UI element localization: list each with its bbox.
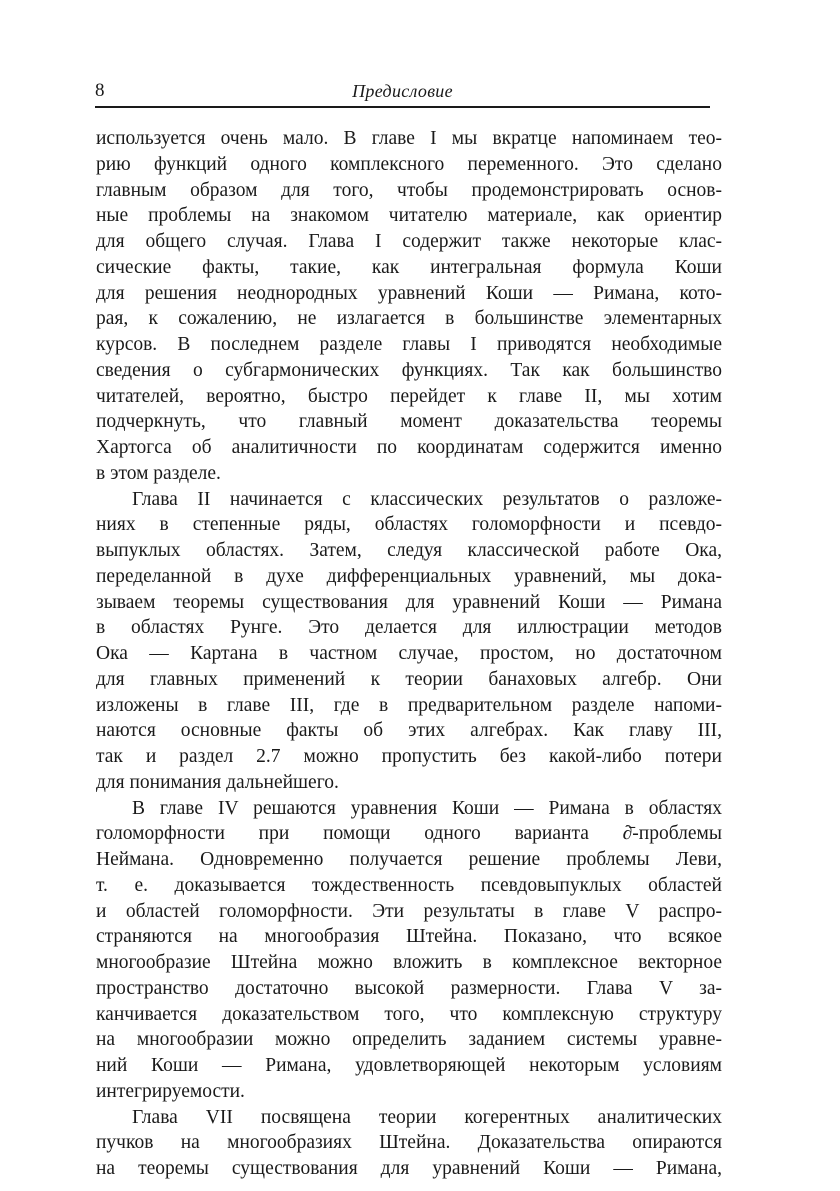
text-line: для общего случая. Глава I содержит также некоторые клас-: [96, 231, 722, 252]
text-line: т. е. доказывается тождественность псевдовыпуклых областей: [96, 874, 722, 896]
text-line: В главе IV решаются уравнения Коши — Римана в областях: [132, 797, 722, 819]
text-line: ниях в степенные ряды, областях голоморфности и псевдо-: [96, 514, 722, 536]
text-line: выпуклых областях. Затем, следуя классической работе Ока,: [96, 540, 722, 561]
text-line: в этом разделе.: [96, 462, 221, 484]
text-line: для понимания дальнейшего.: [96, 771, 339, 793]
text-line: рая, к сожалению, не излагается в большинстве элементарных: [96, 308, 722, 330]
page-number: 8: [95, 80, 105, 101]
text-line: Глава II начинается с классических результатов о разложе-: [132, 488, 722, 510]
text-line: для решения неоднородных уравнений Коши — Римана, кото-: [96, 282, 722, 304]
text-line: главным образом для того, чтобы продемонстрировать основ-: [96, 179, 722, 201]
text-line: так и раздел 2.7 можно пропустить без какой-либо потери: [96, 746, 722, 767]
text-line: ные проблемы на знакомом читателю материале, как ориентир: [96, 205, 722, 227]
text-line: пучков на многообразиях Штейна. Доказательства опираются: [96, 1132, 722, 1154]
text-line: страняются на многообразия Штейна. Показано, что всякое: [96, 926, 722, 948]
text-line: интегрируемости.: [96, 1080, 245, 1102]
text-line: в областях Рунге. Это делается для иллюстрации методов: [96, 617, 722, 639]
text-line: и областей голоморфности. Эти результаты в главе V распро-: [96, 900, 722, 922]
text-line: подчеркнуть, что главный момент доказательства теоремы: [96, 411, 722, 433]
text-line: канчивается доказательством того, что комплексную структуру: [96, 1003, 722, 1025]
running-title: Предисловие: [352, 81, 453, 101]
text-line: голоморфности при помощи одного варианта ∂̄-проблемы: [96, 823, 722, 845]
text-line: на многообразии можно определить заданием системы уравне-: [96, 1029, 722, 1051]
page-header: [95, 80, 710, 102]
text-line: пространство достаточно высокой размерности. Глава V за-: [96, 977, 722, 999]
text-line: читателей, вероятно, быстро перейдет к главе II, мы хотим: [96, 385, 722, 407]
text-line: курсов. В последнем разделе главы I приводятся необходимые: [96, 334, 722, 355]
text-line: многообразие Штейна можно вложить в комплексное векторное: [96, 952, 722, 973]
text-line: на теоремы существования для уравнений Коши — Римана,: [96, 1158, 722, 1179]
text-line: Хартогса об аналитичности по координатам содержится именно: [96, 437, 722, 458]
body-text: [96, 126, 722, 1182]
text-line: Глава VII посвящена теории когерентных аналитических: [132, 1106, 722, 1128]
text-line: Неймана. Одновременно получается решение проблемы Леви,: [96, 849, 722, 870]
text-line: изложены в главе III, где в предварительном разделе напоми-: [96, 694, 722, 716]
text-line: зываем теоремы существования для уравнений Коши — Римана: [96, 591, 722, 613]
text-line: сические факты, такие, как интегральная формула Коши: [96, 256, 722, 278]
text-line: переделанной в духе дифференциальных уравнений, мы дока-: [96, 565, 722, 587]
text-line: ний Коши — Римана, удовлетворяющей некоторым условиям: [96, 1055, 722, 1076]
text-line: сведения о субгармонических функциях. Так как большинство: [96, 359, 722, 381]
header-rule: [95, 106, 710, 108]
text-line: наются основные факты об этих алгебрах. Как главу III,: [96, 720, 722, 742]
text-line: рию функций одного комплексного переменного. Это сделано: [96, 153, 722, 175]
text-line: Ока — Картана в частном случае, простом, но достаточном: [96, 643, 722, 664]
text-line: используется очень мало. В главе I мы вкратце напоминаем тео-: [96, 128, 722, 149]
text-line: для главных применений к теории банаховых алгебр. Они: [96, 668, 722, 690]
